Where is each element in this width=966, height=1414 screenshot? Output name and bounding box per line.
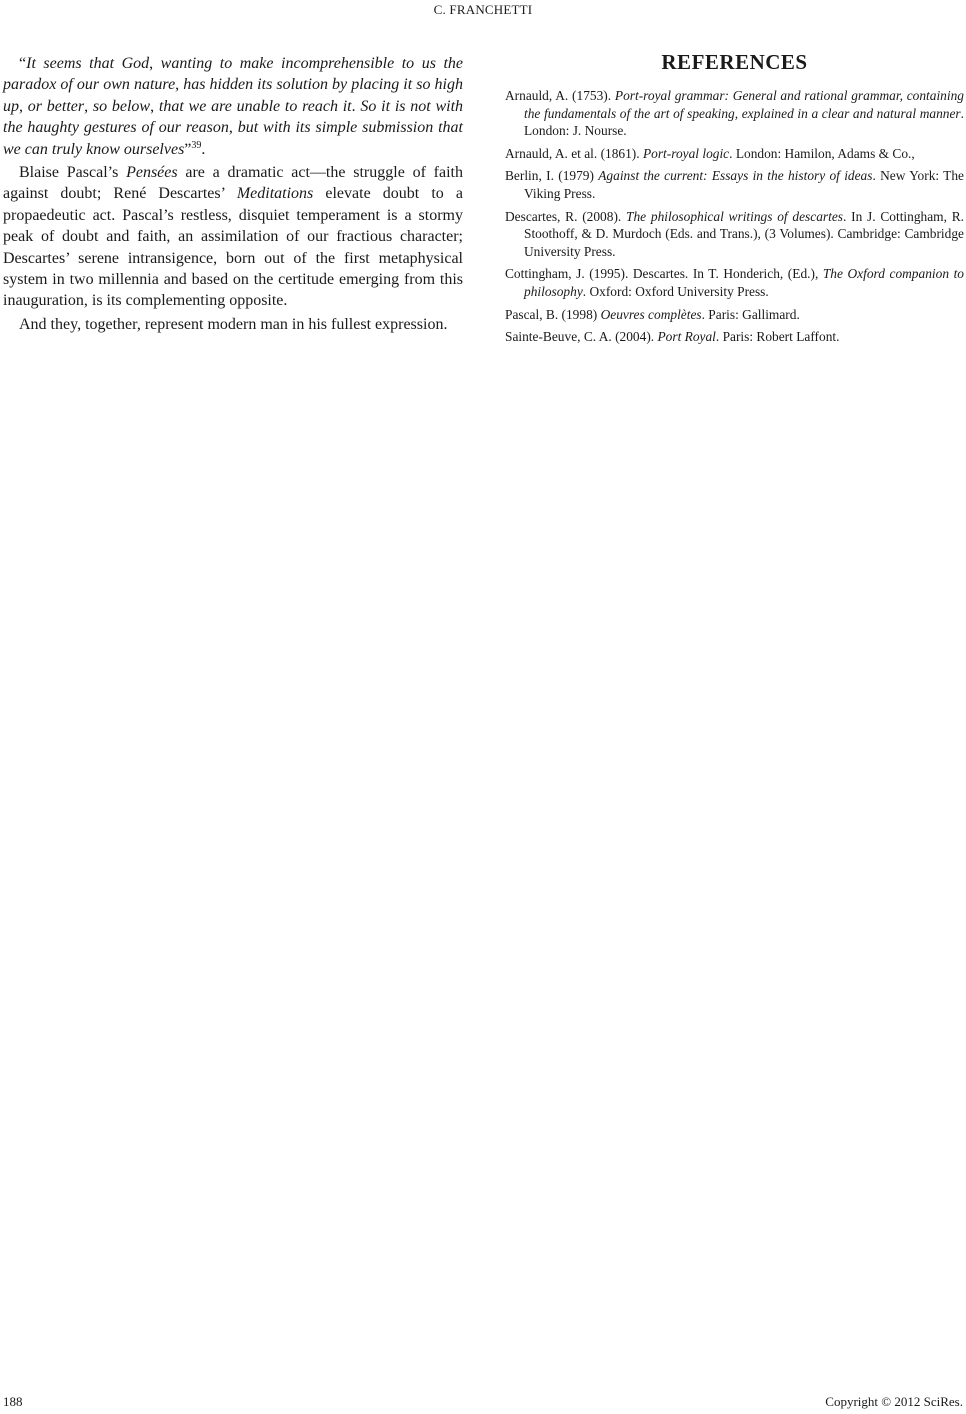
reference-item: Arnauld, A. (1753). Port-royal grammar: General and rational grammar, containing the fundamentals of the art of speaking, explained in a clear and natural manner. London: J. Nourse.	[505, 88, 964, 139]
reference-item: Sainte-Beuve, C. A. (2004). Port Royal. Paris: Robert Laffont.	[505, 329, 840, 345]
reference-item: Berlin, I. (1979) Against the current: Essays in the history of ideas. New York: The Viking Press.	[505, 168, 964, 201]
copyright-notice: Copyright © 2012 SciRes.	[825, 1394, 963, 1409]
footnote-marker: 39	[191, 139, 202, 151]
body-paragraph-3: And they, together, represent modern man in his fullest expression.	[19, 315, 448, 333]
running-head: C. FRANCHETTI	[433, 2, 533, 17]
references-heading: REFERENCES	[661, 50, 808, 74]
references-section	[505, 50, 964, 351]
reference-item: Descartes, R. (2008). The philosophical writings of descartes. In J. Cottingham, R. Stoothoff, & D. Murdoch (Eds. and Trans.), (3 Volumes). Cambridge: Cambridge University Press.	[505, 208, 964, 259]
reference-item: Cottingham, J. (1995). Descartes. In T. Honderich, (Ed.), The Oxford companion to philosophy. Oxford: Oxford University Press.	[505, 266, 964, 299]
quote-paragraph: “It seems that God, wanting to make incomprehensible to us the paradox of our own nature, has hidden its solution by placing it so high up, or better, so below, that we are unable to reach it. So it is not with the haughty gestures of our reason, but with its simple submission that we can truly know ourselves”$^{39}$.	[3, 55, 464, 158]
body-paragraph-2: Blaise Pascal’s Pensées are a dramatic act—the struggle of faith against doubt; René Descartes’ Meditations elevate doubt to a propaedeutic act. Pascal’s restless, disquiet temperament is a stormy peak of doubt and faith, an assimilation of our fractious character; Descartes’ serene intransigence, born out of the first metaphysical system in two millennia and based on the certitude emerging from this inauguration, is its complementing opposite.	[3, 164, 463, 310]
reference-item: Pascal, B. (1998) Oeuvres complètes. Paris: Gallimard.	[505, 306, 800, 322]
reference-item: Arnauld, A. et al. (1861). Port-royal logic. London: Hamilon, Adams & Co.,	[505, 145, 915, 161]
body-text-column	[3, 53, 463, 337]
page-number: 188	[3, 1394, 23, 1409]
reference-list	[505, 87, 964, 346]
